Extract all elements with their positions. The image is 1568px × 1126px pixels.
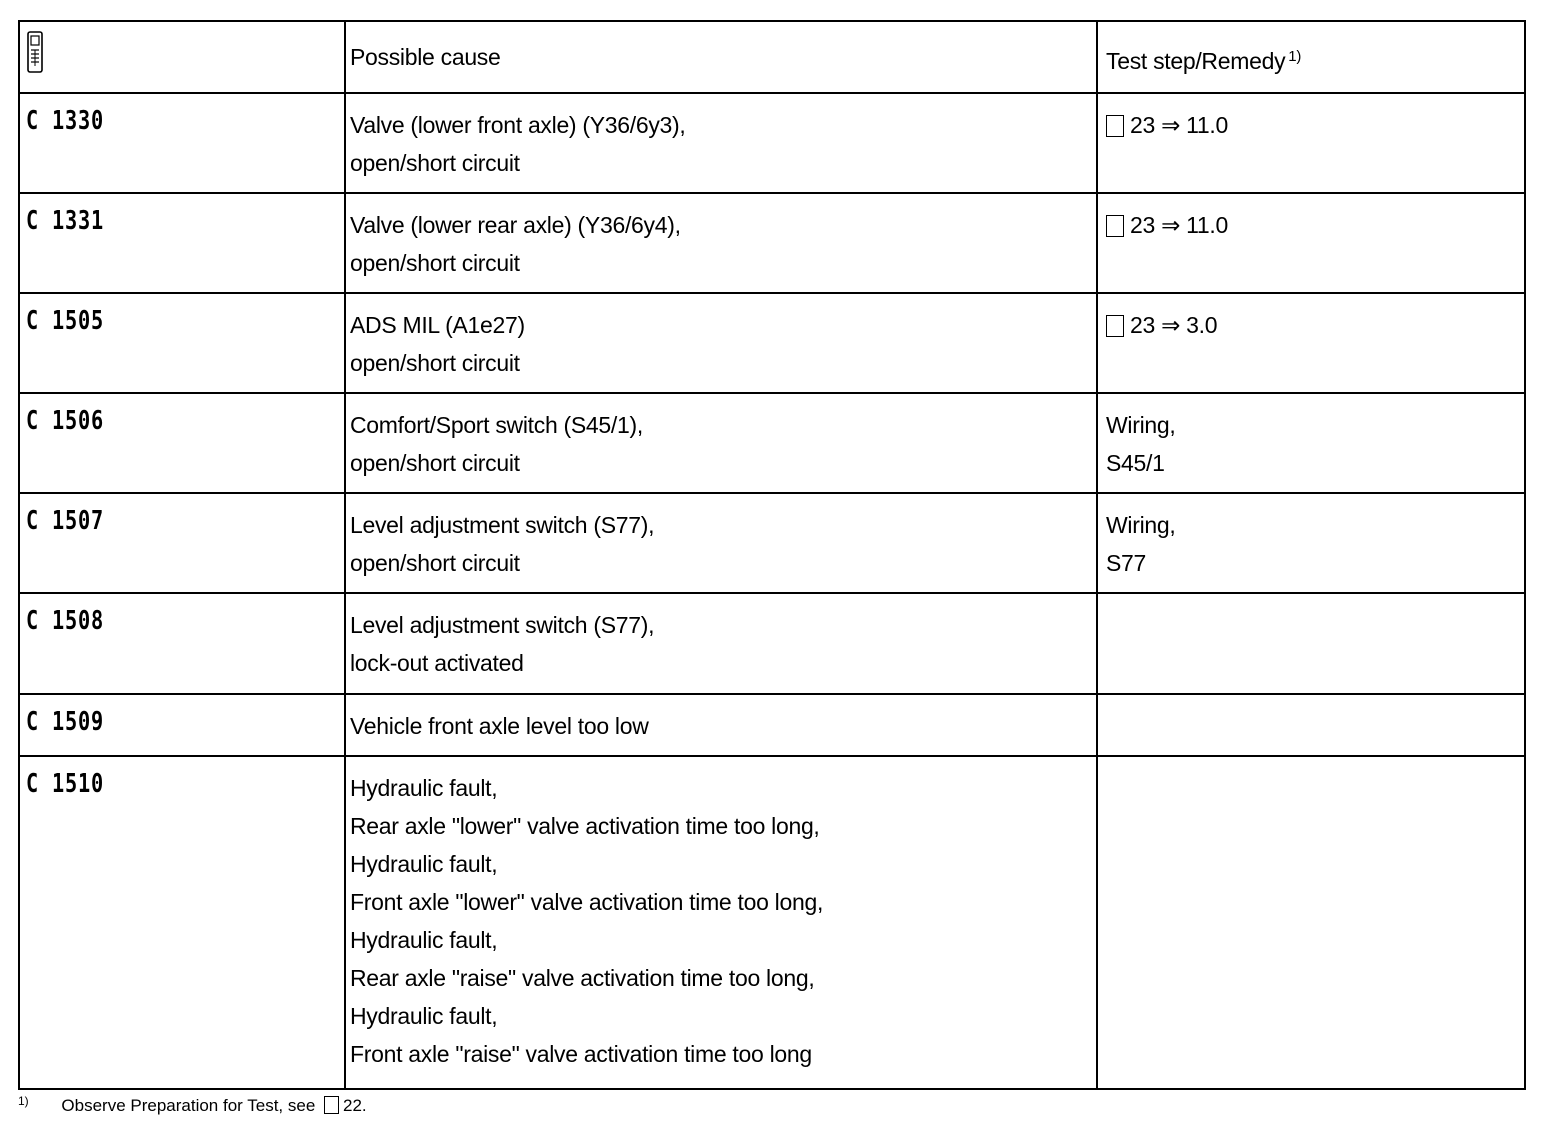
cause-line: open/short circuit — [350, 150, 520, 176]
table-header-row — [20, 22, 1524, 94]
possible-cause-cell — [346, 394, 1098, 492]
remedy-cell — [1098, 394, 1524, 492]
cause-line: Valve (lower front axle) (Y36/6y3), — [350, 112, 686, 138]
fault-code-cell — [20, 94, 346, 192]
remedy-reference — [1106, 206, 1524, 244]
fault-code-cell — [20, 757, 346, 1088]
fault-code: C 1508 — [26, 606, 104, 636]
possible-cause-cell — [346, 194, 1098, 292]
remedy-reference — [1106, 306, 1524, 344]
remedy-reference — [1106, 106, 1524, 144]
cause-line: Front axle "lower" valve activation time too long, — [350, 889, 824, 915]
cause-line: lock-out activated — [350, 650, 524, 676]
table-row — [20, 594, 1524, 695]
table-row — [20, 757, 1524, 1088]
fault-code: C 1506 — [26, 406, 104, 436]
table-row — [20, 695, 1524, 757]
cause-line: Vehicle front axle level too low — [350, 713, 649, 739]
cause-line: Hydraulic fault, — [350, 927, 498, 953]
fault-code: C 1505 — [26, 306, 104, 336]
remedy-reference-text: 23 ⇒ 3.0 — [1130, 312, 1218, 338]
remedy-line: Wiring, — [1106, 512, 1176, 538]
remedy-cell — [1098, 695, 1524, 755]
remedy-cell — [1098, 494, 1524, 592]
possible-cause-cell — [346, 94, 1098, 192]
reference-box-icon — [1106, 115, 1124, 137]
footnote-ref-number: 22. — [343, 1096, 367, 1115]
cause-line: Comfort/Sport switch (S45/1), — [350, 412, 643, 438]
fault-code-cell — [20, 294, 346, 392]
fault-code: C 1507 — [26, 506, 104, 536]
cause-line: Rear axle "raise" valve activation time too long, — [350, 965, 815, 991]
cause-line: Hydraulic fault, — [350, 851, 498, 877]
possible-cause-cell — [346, 695, 1098, 755]
remedy-reference-text: 23 ⇒ 11.0 — [1130, 112, 1228, 138]
cause-line: open/short circuit — [350, 450, 520, 476]
cause-line: Rear axle "lower" valve activation time too long, — [350, 813, 820, 839]
header-test-step: Test step/Remedy $^{1)}$ — [1106, 48, 1302, 74]
reference-box-icon — [1106, 215, 1124, 237]
table-row — [20, 94, 1524, 194]
cause-line: Hydraulic fault, — [350, 775, 498, 801]
header-icon-cell — [20, 22, 346, 92]
fault-code-table — [18, 20, 1526, 1090]
remedy-cell — [1098, 757, 1524, 1088]
remedy-line: Wiring, — [1106, 412, 1176, 438]
footnote-mark: 1) — [18, 1094, 29, 1108]
remedy-cell — [1098, 194, 1524, 292]
table-body — [20, 94, 1524, 1088]
remedy-reference-text: 23 ⇒ 11.0 — [1130, 212, 1228, 238]
fault-code: C 1509 — [26, 707, 104, 737]
fault-code: C 1330 — [26, 106, 104, 136]
cause-line: ADS MIL (A1e27) — [350, 312, 525, 338]
cause-line: open/short circuit — [350, 250, 520, 276]
fault-code-cell — [20, 494, 346, 592]
remedy-line: S77 — [1106, 550, 1147, 576]
fault-code-cell — [20, 394, 346, 492]
fault-code: C 1510 — [26, 769, 104, 799]
possible-cause-cell — [346, 494, 1098, 592]
table-row — [20, 294, 1524, 394]
remedy-cell — [1098, 594, 1524, 693]
footnote — [18, 1094, 367, 1116]
cause-line: Front axle "raise" valve activation time too long — [350, 1041, 812, 1067]
reference-box-icon — [324, 1096, 339, 1114]
table-row — [20, 194, 1524, 294]
cause-line: Valve (lower rear axle) (Y36/6y4), — [350, 212, 681, 238]
possible-cause-cell — [346, 294, 1098, 392]
remedy-cell — [1098, 94, 1524, 192]
remedy-cell — [1098, 294, 1524, 392]
cause-line: Hydraulic fault, — [350, 1003, 498, 1029]
fault-code: C 1331 — [26, 206, 104, 236]
table-row — [20, 494, 1524, 594]
cause-line: Level adjustment switch (S77), — [350, 612, 655, 638]
diagnostic-tester-icon — [26, 30, 44, 74]
cause-line: Level adjustment switch (S77), — [350, 512, 655, 538]
fault-code-cell — [20, 594, 346, 693]
table-row — [20, 394, 1524, 494]
possible-cause-cell — [346, 594, 1098, 693]
possible-cause-cell — [346, 757, 1098, 1088]
cause-line: open/short circuit — [350, 350, 520, 376]
footnote-text: Observe Preparation for Test, see — [61, 1096, 316, 1115]
reference-box-icon — [1106, 315, 1124, 337]
remedy-line: S45/1 — [1106, 450, 1165, 476]
cause-line: open/short circuit — [350, 550, 520, 576]
fault-code-cell — [20, 194, 346, 292]
fault-code-cell — [20, 695, 346, 755]
header-possible-cause: Possible cause — [346, 22, 1098, 92]
footnote-ref: 1) — [1288, 48, 1302, 65]
